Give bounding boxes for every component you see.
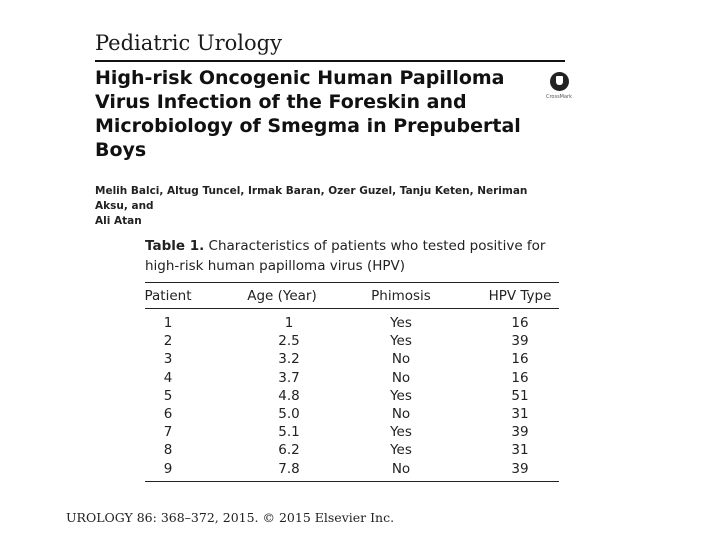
table-caption-text: Characteristics of patients who tested positive for	[208, 238, 546, 254]
cell-hpv-type: 39	[511, 424, 529, 441]
table-caption-line	[145, 236, 565, 256]
author-line: Melih Balci, Altug Tuncel, Irmak Baran, Ozer Guzel, Tanju Keten, Neriman Aksu, and	[95, 185, 528, 212]
cell-patient: 2	[163, 333, 173, 350]
cell-phimosis: No	[391, 460, 411, 477]
cell-hpv-type: 16	[511, 315, 529, 331]
cell-patient: 8	[163, 442, 173, 459]
article-title-line: High-risk Oncogenic Human Papilloma	[95, 67, 505, 89]
citation-footer: UROLOGY 86: 368–372, 2015. © 2015 Elsevier Inc.	[66, 510, 395, 525]
cell-patient: 4	[163, 369, 173, 386]
cell-patient: 7	[163, 424, 173, 441]
cell-patient: 5	[163, 387, 173, 404]
cell-patient: 1	[163, 315, 173, 331]
article-title-line: Microbiology of Smegma in Prepubertal	[95, 115, 521, 137]
cell-age: 5.0	[278, 406, 300, 422]
cell-age: 2.5	[278, 333, 300, 350]
cell-phimosis: No	[391, 351, 411, 368]
cell-hpv-type: 16	[511, 369, 529, 386]
crossmark-label: CrossMark	[545, 94, 573, 100]
cell-hpv-type: 31	[511, 442, 529, 459]
cell-hpv-type: 39	[511, 333, 529, 350]
cell-phimosis: Yes	[390, 315, 412, 331]
cell-age: 6.2	[278, 442, 300, 459]
table-top-rule	[145, 282, 559, 283]
journal-divider	[95, 60, 565, 62]
cell-age: 3.7	[278, 369, 300, 386]
cell-age: 5.1	[278, 424, 300, 441]
author-list	[95, 184, 555, 229]
article-title-line: Virus Infection of the Foreskin and	[95, 91, 467, 113]
header-age: Age (Year)	[247, 288, 317, 304]
cell-phimosis: Yes	[390, 387, 412, 404]
cell-hpv-type: 31	[511, 406, 529, 422]
cell-age: 4.8	[278, 387, 300, 404]
cell-phimosis: Yes	[390, 442, 412, 459]
cell-patient: 3	[163, 351, 173, 368]
cell-hpv-type: 51	[511, 387, 529, 404]
article-title-line: Boys	[95, 139, 147, 161]
header-hpv-type: HPV Type	[488, 288, 552, 304]
article-title	[95, 66, 535, 162]
table-header-rule	[145, 308, 559, 309]
author-line: Ali Atan	[95, 215, 142, 227]
cell-phimosis: Yes	[390, 424, 412, 441]
header-patient: Patient	[144, 288, 192, 304]
table-label: Table 1.	[145, 238, 205, 254]
table-bottom-rule	[145, 481, 559, 482]
table-caption	[145, 236, 565, 276]
crossmark-logo[interactable]	[541, 72, 577, 106]
cell-phimosis: Yes	[390, 333, 412, 350]
cell-hpv-type: 16	[511, 351, 529, 368]
header-phimosis: Phimosis	[371, 288, 431, 304]
crossmark-icon	[550, 72, 569, 91]
journal-section-title: Pediatric Urology	[95, 31, 282, 55]
cell-phimosis: No	[391, 406, 411, 422]
table-caption-line: high-risk human papilloma virus (HPV)	[145, 258, 406, 274]
cell-hpv-type: 39	[511, 460, 529, 477]
cell-patient: 6	[163, 406, 173, 422]
cell-age: 7.8	[278, 460, 300, 477]
cell-patient: 9	[163, 460, 173, 477]
cell-age: 3.2	[278, 351, 300, 368]
cell-phimosis: No	[391, 369, 411, 386]
cell-age: 1	[284, 315, 294, 331]
